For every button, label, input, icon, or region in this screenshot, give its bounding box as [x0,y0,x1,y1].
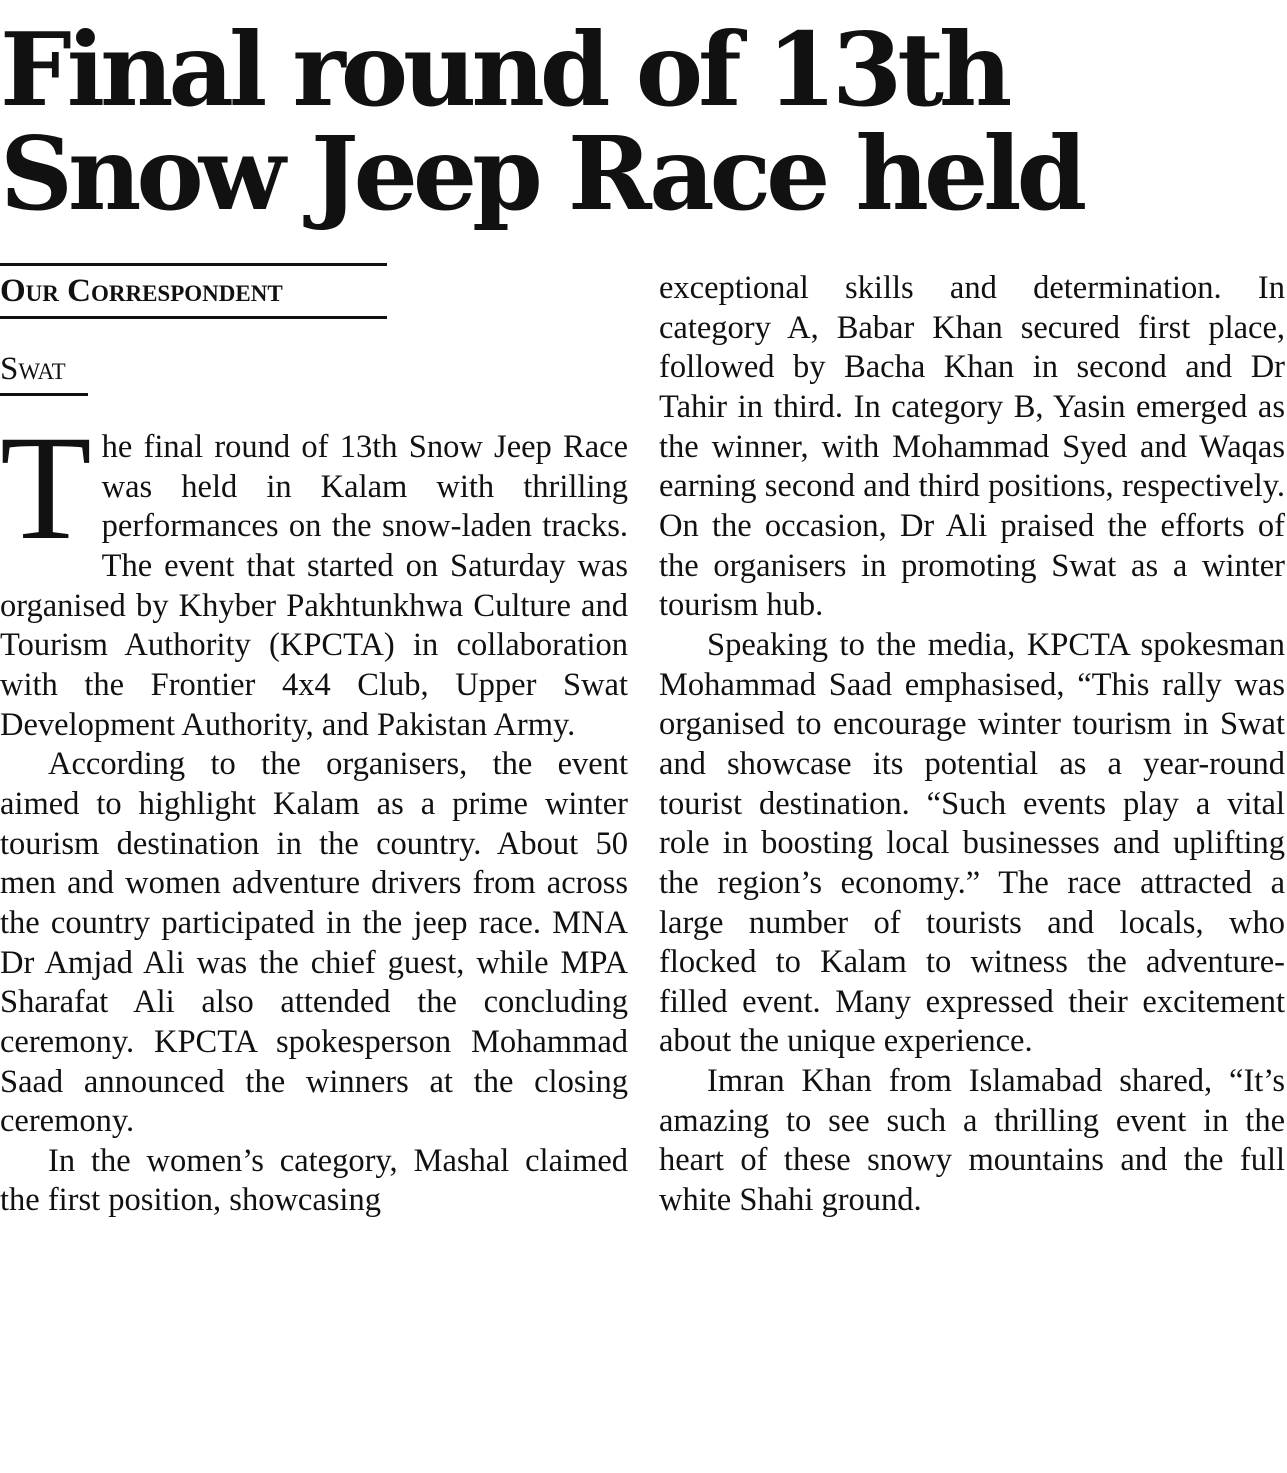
drop-cap: T [0,405,92,571]
paragraph-1-text: he final round of 13th Snow Jeep Race was held in Kalam with thrilling performances on the snow-laden tracks. The event that started on Saturday was organised by Khyber Pakhtunkhwa Culture and Tourism Authority (KPCTA) in collaboration with the Frontier 4x4 Club, Upper Swat Development Authority, and Pakistan Army. [0,429,628,743]
article-paragraph-5: Imran Khan from Islamabad shared, “It’s amazing to see such a thrilling event in the heart of these snowy mountains and the full white Shahi ground. [659,1063,1285,1219]
byline: Our Correspondent [0,263,387,319]
article-paragraph-4: Speaking to the media, KPCTA spokesman Mohammad Saad emphasised, “This rally was organised to encourage winter tourism in Swat and showcase its potential as a year-round tourist destination. “Such events play a vital role in boosting local businesses and uplifting the region’s economy.” The race attracted a large number of tourists and locals, who flocked to Kalam to witness the adventure-filled event. Many expressed their excitement about the unique experience. [659,626,1285,1060]
dateline: Swat [0,348,88,396]
article-paragraph-2: According to the organisers, the event aimed to highlight Kalam as a prime winter tourism destination in the country. About 50 men and women adventure drivers from across the country participated in the jeep race. MNA Dr Amjad Ali was the chief guest, while MPA Sharafat Ali also attended the concluding ceremony. KPCTA spokesperson Mohammad Saad announced the winners at the closing ceremony. [0,746,628,1140]
article-column-right [659,269,1285,1221]
article-paragraph-3-start: In the women’s category, Mashal claimed the first position, showcasing [0,1142,628,1219]
article-column-left [0,405,628,1221]
headline: Final round of 13th Snow Jeep Race held [0,10,1083,233]
article-paragraph-1 [0,405,628,745]
article-paragraph-3-continued: exceptional skills and determination. In category A, Babar Khan secured first place, followed by Bacha Khan in second and Dr Tahir in third. In category B, Yasin emerged as the winner, with Mohammad Syed and Waqas earning second and third positions, respectively. On the occasion, Dr Ali praised the efforts of the organisers in promoting Swat as a winter tourism hub. [659,270,1285,624]
